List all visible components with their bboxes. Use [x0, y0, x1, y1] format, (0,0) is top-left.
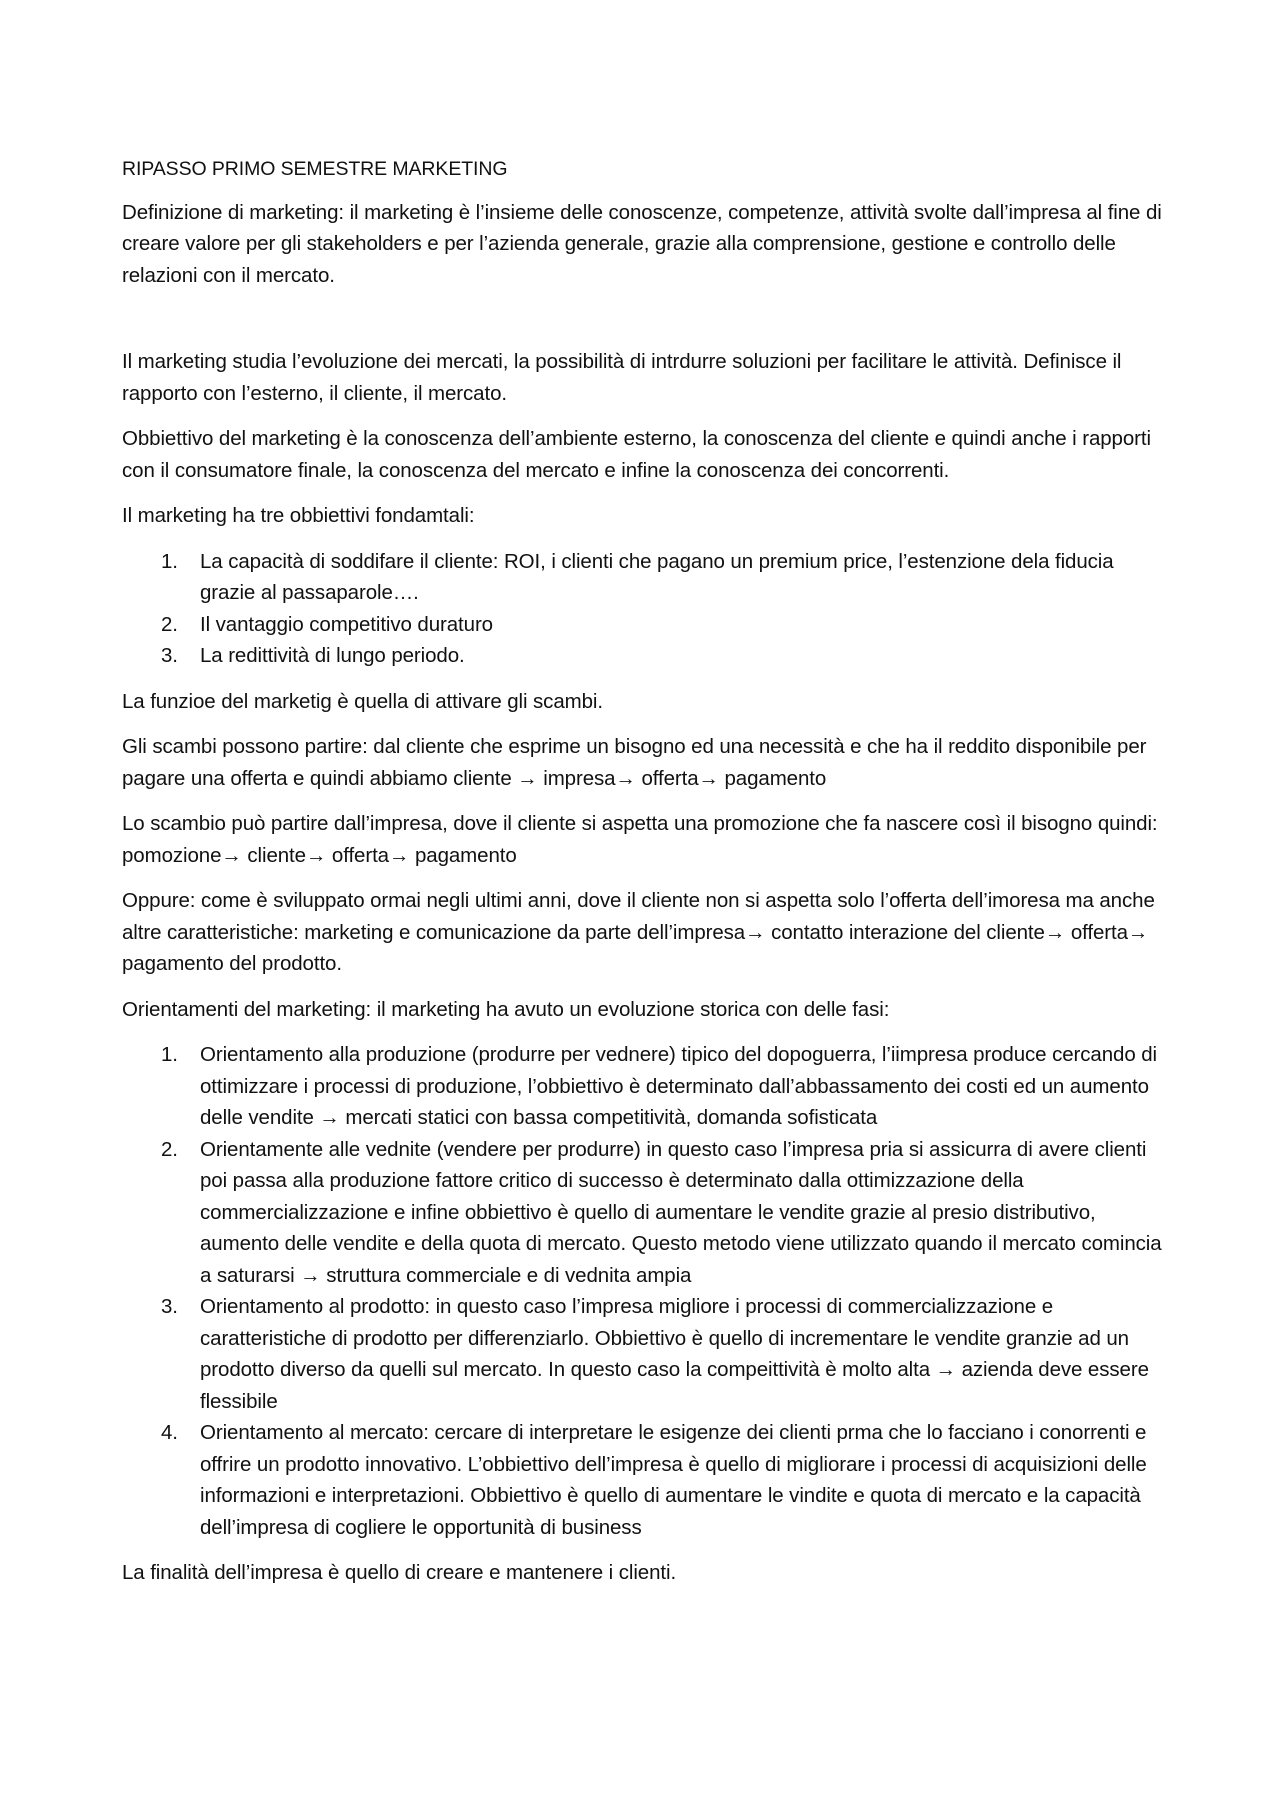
list-item	[122, 1039, 1170, 1134]
list-item-number: 3.	[161, 644, 178, 667]
list-item-text: La redittività di lungo periodo.	[200, 644, 465, 667]
list-item-text: La capacità di soddifare il cliente: ROI, i clienti che pagano un premium price, l’estenzione dela fiducia grazie al passaparole….	[200, 549, 1114, 604]
list-item-text: Il vantaggio competitivo duraturo	[200, 612, 493, 636]
list-item-number: 1.	[161, 549, 178, 573]
list-item	[122, 640, 1170, 672]
paragraph-obbiettivo: Obbiettivo del marketing è la conoscenza dell’ambiente esterno, la conoscenza del cliente e quindi anche i rapporti con il consumatore finale, la conoscenza del mercato e infine la conoscenza dei concorrenti.	[122, 427, 1151, 482]
paragraph-orientamenti: Orientamenti del marketing: il marketing ha avuto un evoluzione storica con delle fasi:	[122, 997, 890, 1021]
obbiettivi-list	[122, 546, 1170, 672]
document-page	[122, 154, 1170, 1603]
list-item-text: Orientamento al mercato: cercare di interpretare le esigenze dei clienti prma che lo facciano i conorrenti e offrire un prodotto innovativo. L’obbiettivo dell’impresa è quello di migliorare i processi di acquisizioni delle informazioni e interpretazioni. Obbiettivo è quello di aumentare le vindite e quota di mercato e la capacità dell’impresa di cogliere le opportunità di business	[200, 1421, 1147, 1539]
paragraph-scambi-oppure: Oppure: come è sviluppato ormai negli ultimi anni, dove il cliente non si aspetta solo l’offerta dell’imoresa ma anche altre caratteristiche: marketing e comunicazione da parte dell’impresa→ contatto interazione del cliente→ offerta→ pagamento del prodotto.	[122, 889, 1155, 975]
paragraph-scambi-cliente: Gli scambi possono partire: dal cliente che esprime un bisogno ed una necessità e che ha il reddito disponibile per pagare una offerta e quindi abbiamo cliente → impresa→ offerta→ pagamento	[122, 735, 1147, 790]
list-item	[122, 1291, 1170, 1417]
list-item-text: Orientamente alle vednite (vendere per produrre) in questo caso l’impresa pria si assicurra di avere clienti poi passa alla produzione fattore critico di successo è determinato dalla ottimizzazione della commercializzazione e infine obbiettivo è quello di aumentare le vendite grazie al presio distributivo, aumento delle vendite e della quota di mercato. Questo metodo viene utilizzato quando il mercato comincia a saturarsi → struttura commerciale e di vednita ampia	[200, 1137, 1162, 1287]
paragraph-tre-obbiettivi: Il marketing ha tre obbiettivi fondamtali:	[122, 504, 475, 527]
list-item	[122, 1417, 1170, 1543]
list-item-number: 2.	[161, 1137, 178, 1161]
paragraph-funzione: La funzioe del marketig è quella di attivare gli scambi.	[122, 689, 603, 713]
list-item-text: Orientamento alla produzione (produrre per vednere) tipico del dopoguerra, l’iimpresa produce cercando di ottimizzare i processi di produzione, l’obbiettivo è determinato dall’abbassamento dei costi ed un aumento delle vendite → mercati statici con bassa competitività, domanda sofisticata	[200, 1043, 1157, 1129]
paragraph-scambi-impresa: Lo scambio può partire dall’impresa, dove il cliente si aspetta una promozione che fa nascere così il bisogno quindi: pomozione→ cliente→ offerta→ pagamento	[122, 812, 1158, 867]
list-item	[122, 546, 1170, 609]
list-item-text: Orientamento al prodotto: in questo caso l’impresa migliore i processi di commercializzazione e caratteristiche di prodotto per differenziarlo. Obbiettivo è quello di incrementare le vendite granzie ad un prodotto diverso da quelli sul mercato. In questo caso la compeittività è molto alta → azienda deve essere flessibile	[200, 1295, 1149, 1413]
list-item-number: 1.	[161, 1043, 178, 1066]
list-item	[122, 609, 1170, 641]
document-title: RIPASSO PRIMO SEMESTRE MARKETING	[122, 158, 508, 180]
orientamenti-list	[122, 1039, 1170, 1543]
paragraph-studia: Il marketing studia l’evoluzione dei mercati, la possibilità di intrdurre soluzioni per facilitare le attività. Definisce il rapporto con l’esterno, il cliente, il mercato.	[122, 350, 1122, 405]
paragraph-definizione: Definizione di marketing: il marketing è l’insieme delle conoscenze, competenze, attività svolte dall’impresa al fine di creare valore per gli stakeholders e per l’azienda generale, grazie alla comprensione, gestione e controllo delle relazioni con il mercato.	[122, 200, 1162, 287]
list-item-number: 4.	[161, 1421, 178, 1444]
list-item	[122, 1134, 1170, 1292]
list-item-number: 3.	[161, 1295, 178, 1318]
paragraph-finalita: La finalità dell’impresa è quello di creare e mantenere i clienti.	[122, 1561, 677, 1584]
list-item-number: 2.	[161, 612, 178, 636]
